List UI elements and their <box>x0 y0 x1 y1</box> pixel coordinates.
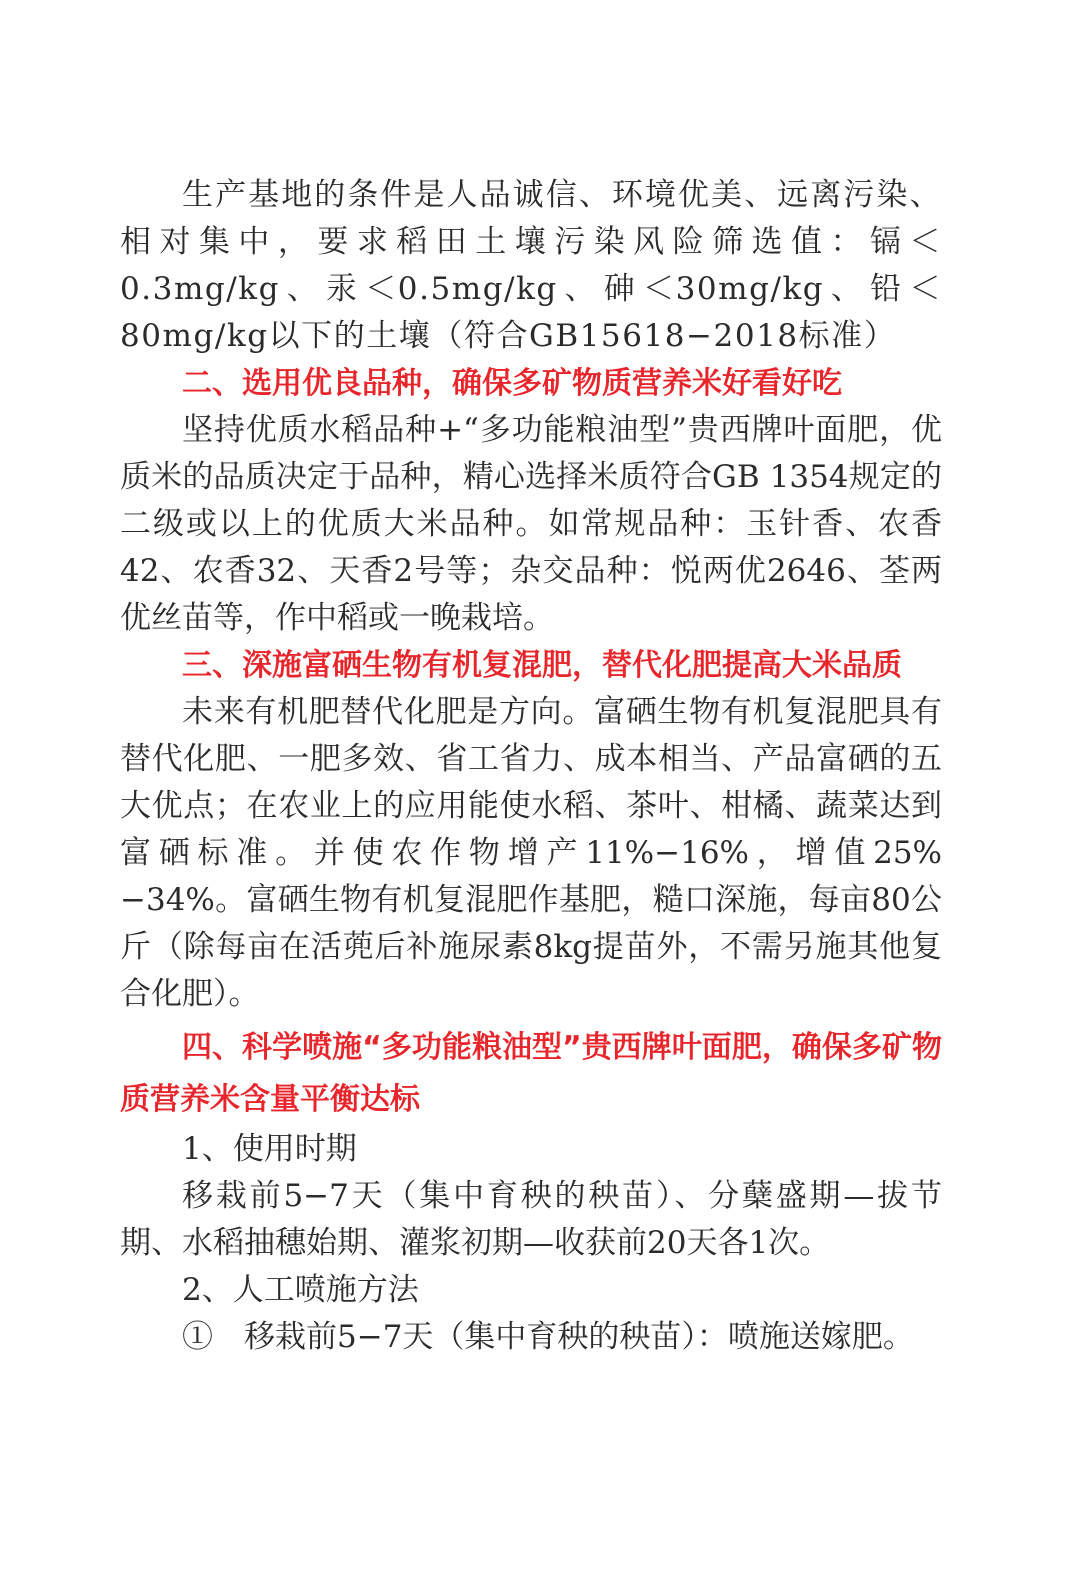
document-body <box>120 172 942 1361</box>
paragraph-manual-spray-step-1: ① 移栽前5−7天（集中育秧的秧苗）：喷施送嫁肥。 <box>182 1319 914 1355</box>
paragraph-fertilizer: 未来有机肥替代化肥是方向。富硒生物有机复混肥具有替代化肥、一肥多效、省工省力、成本相当、产品富硒的五大优点；在农业上的应用能使水稻、茶叶、柑橘、蔬菜达到富硒标准。并使农作物增产11%−16%，增值25%−34%。富硒生物有机复混肥作基肥，糙口深施，每亩80公斤（除每亩在活蔸后补施尿素8kg提苗外，不需另施其他复合化肥）。 <box>120 694 942 1012</box>
subheading-usage-period: 1、使用时期 <box>182 1131 357 1167</box>
paragraph-variety: 坚持优质水稻品种+“多功能粮油型”贵西牌叶面肥，优质米的品质决定于品种，精心选择米质符合GB 1354规定的二级或以上的优质大米品种。如常规品种：玉针香、农香42、农香32、天香2号等；杂交品种：悦两优2646、荃两优丝苗等，作中稻或一晚栽培。 <box>120 412 942 636</box>
section-heading-fertilizer: 三、深施富硒生物有机复混肥，替代化肥提高大米品质 <box>182 648 902 683</box>
paragraph-soil-requirements: 生产基地的条件是人品诚信、环境优美、远离污染、相对集中，要求稻田土壤污染风险筛选值：镉＜0.3mg/kg、汞＜0.5mg/kg、砷＜30mg/kg、铅＜80mg/kg以下的土壤（符合GB15618−2018标准） <box>120 177 942 354</box>
subheading-manual-spray: 2、人工喷施方法 <box>182 1272 419 1308</box>
section-heading-variety: 二、选用优良品种，确保多矿物质营养米好看好吃 <box>182 366 842 401</box>
paragraph-usage-period: 移栽前5−7天（集中育秧的秧苗）、分蘖盛期—拔节期、水稻抽穗始期、灌浆初期—收获前20天各1次。 <box>120 1178 942 1261</box>
section-heading-foliar-spray: 四、科学喷施“多功能粮油型”贵西牌叶面肥，确保多矿物质营养米含量平衡达标 <box>120 1030 942 1117</box>
